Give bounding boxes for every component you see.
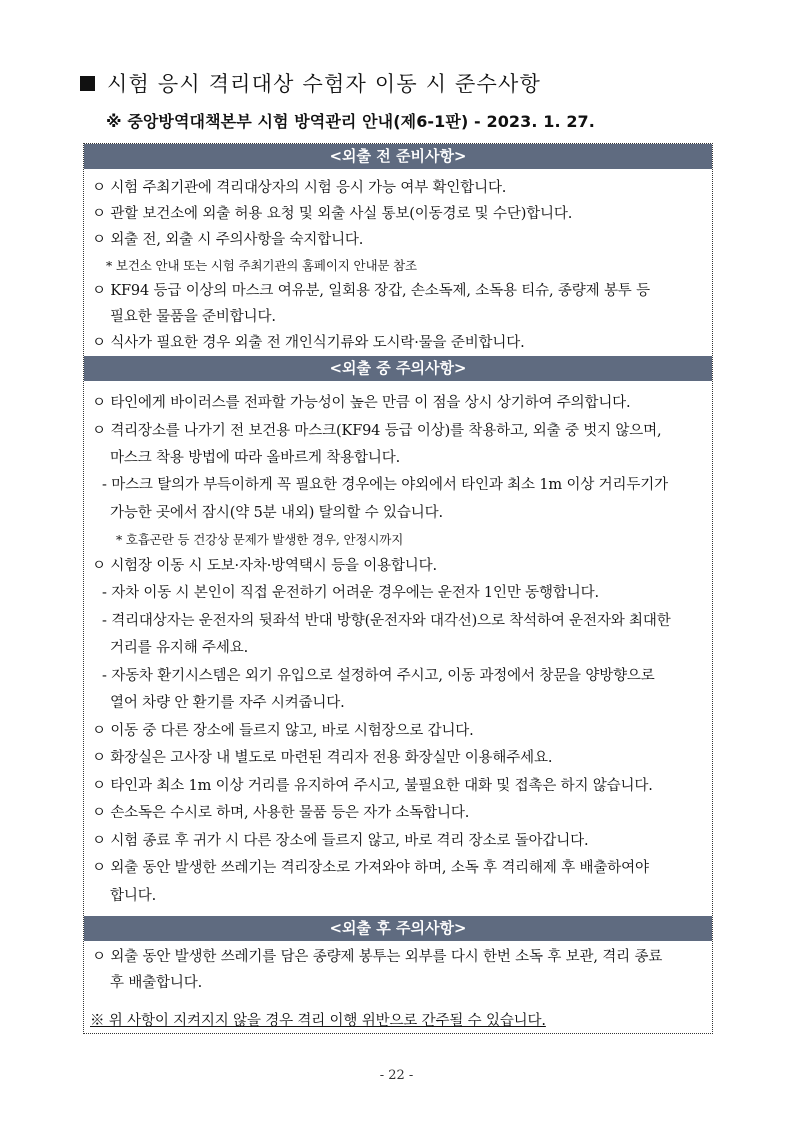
list-item: ㅇ 타인과 최소 1m 이상 거리를 유지하여 주시고, 불필요한 대화 및 접촉은 하지 않습니다.: [92, 778, 653, 794]
list-item-continuation: 후 배출합니다.: [110, 975, 203, 991]
list-item-continuation: 마스크 착용 방법에 따라 올바르게 착용합니다.: [110, 450, 401, 466]
document-title: [80, 68, 541, 98]
list-item: ㅇ 외출 동안 발생한 쓰레기를 담은 종량제 봉투는 외부를 다시 한번 소독 후 보관, 격리 종료: [92, 949, 663, 965]
list-item: ㅇ 화장실은 고사장 내 별도로 마련된 격리자 전용 화장실만 이용해주세요.: [92, 750, 553, 766]
list-item: ㅇ 손소독은 수시로 하며, 사용한 물품 등은 자가 소독합니다.: [92, 805, 470, 821]
list-item: ㅇ 외출 전, 외출 시 주의사항을 숙지합니다.: [92, 232, 364, 248]
list-item: ㅇ 시험장 이동 시 도보·자차·방역택시 등을 이용합니다.: [92, 558, 437, 574]
section-heading-after: <외출 후 주의사항>: [84, 916, 712, 941]
page-number: - 22 -: [379, 1068, 414, 1083]
list-item: ㅇ 관할 보건소에 외출 허용 요청 및 외출 사실 통보(이동경로 및 수단)합니다.: [92, 206, 573, 222]
list-item-continuation: 합니다.: [110, 888, 157, 904]
list-item: ㅇ 시험 주최기관에 격리대상자의 시험 응시 가능 여부 확인합니다.: [92, 180, 507, 196]
document-subtitle: ※ 중앙방역대책본부 시험 방역관리 안내(제6-1판) - 2023. 1. 27.: [106, 112, 595, 131]
list-subitem: - 자동차 환기시스템은 외기 유입으로 설정하여 주시고, 이동 과정에서 창문을 양방향으로: [102, 668, 655, 684]
list-item: ㅇ KF94 등급 이상의 마스크 여유분, 일회용 장갑, 손소독제, 소독용 티슈, 종량제 봉투 등: [92, 283, 650, 299]
list-item-continuation: 열어 차량 안 환기를 자주 시켜줍니다.: [110, 695, 345, 711]
list-item: ㅇ 격리장소를 나가기 전 보건용 마스크(KF94 등급 이상)를 착용하고, 외출 중 벗지 않으며,: [92, 423, 662, 439]
list-item: ㅇ 시험 종료 후 귀가 시 다른 장소에 들르지 않고, 바로 격리 장소로 돌아갑니다.: [92, 833, 589, 849]
square-bullet-icon: [80, 76, 95, 91]
section-heading-before: <외출 전 준비사항>: [84, 144, 712, 169]
document-title-text: 시험 응시 격리대상 수험자 이동 시 준수사항: [107, 72, 541, 96]
list-item-continuation: 필요한 물품을 준비합니다.: [110, 309, 276, 325]
list-item: ㅇ 식사가 필요한 경우 외출 전 개인식기류와 도시락·물을 준비합니다.: [92, 335, 525, 351]
list-subitem: - 격리대상자는 운전자의 뒷좌석 반대 방향(운전자와 대각선)으로 착석하여 운전자와 최대한: [102, 613, 671, 629]
list-subitem: - 마스크 탈의가 부득이하게 꼭 필요한 경우에는 야외에서 타인과 최소 1m 이상 거리두기가: [102, 477, 668, 493]
list-item-continuation: 가능한 곳에서 잠시(약 5분 내외) 탈의할 수 있습니다.: [110, 505, 443, 521]
guidelines-box: [83, 143, 713, 1034]
list-item: ㅇ 타인에게 바이러스를 전파할 가능성이 높은 만큼 이 점을 상시 상기하여 주의합니다.: [92, 395, 631, 411]
list-item: ㅇ 외출 동안 발생한 쓰레기는 격리장소로 가져와야 하며, 소독 후 격리해제 후 배출하여야: [92, 860, 649, 876]
list-item-note: * 보건소 안내 또는 시험 주최기관의 홈페이지 안내문 참조: [106, 258, 417, 273]
list-subitem: - 자차 이동 시 본인이 직접 운전하기 어려운 경우에는 운전자 1인만 동행합니다.: [102, 585, 599, 601]
section-heading-during: <외출 중 주의사항>: [84, 356, 712, 381]
list-item-note: * 호흡곤란 등 건강상 문제가 발생한 경우, 안정시까지: [116, 532, 404, 547]
warning-note: ※ 위 사항이 지켜지지 않을 경우 격리 이행 위반으로 간주될 수 있습니다.: [90, 1013, 546, 1029]
list-item: ㅇ 이동 중 다른 장소에 들르지 않고, 바로 시험장으로 갑니다.: [92, 723, 474, 739]
list-item-continuation: 거리를 유지해 주세요.: [110, 640, 249, 656]
